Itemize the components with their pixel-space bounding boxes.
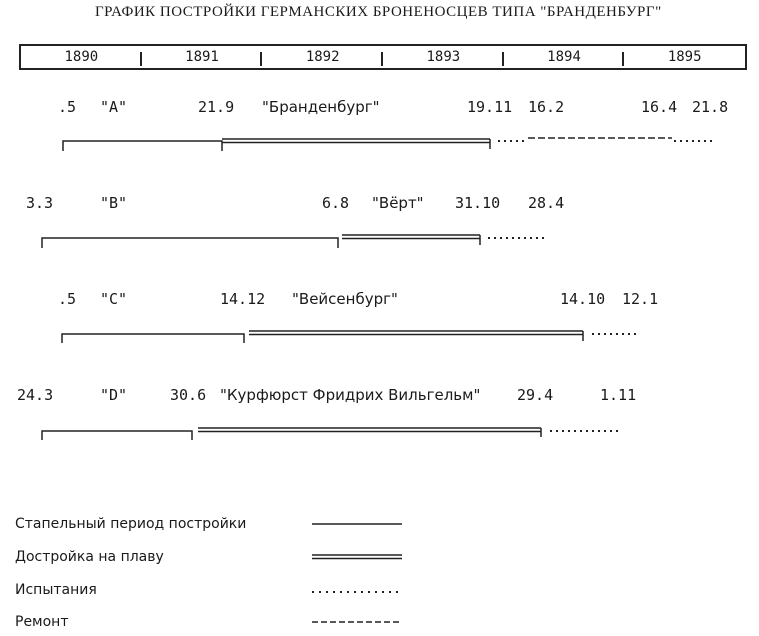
- ship-c-name: "Вейсенбург": [292, 290, 398, 308]
- legend-label-repair: Ремонт: [15, 614, 69, 630]
- ship-a-repair-start-date: 16.4: [641, 98, 678, 116]
- legend-label-slipway: Стапельный период постройки: [15, 516, 247, 532]
- ship-a-slipway-bar: [63, 141, 222, 151]
- ship-a-launch-date: 21.9: [198, 98, 235, 116]
- ship-d-trials-end-date: 1.11: [600, 386, 637, 404]
- ship-b-completed-date: 31.10: [455, 194, 501, 212]
- ship-c-letter: "C": [100, 290, 128, 308]
- ship-c-trials-end-date: 12.1: [622, 290, 659, 308]
- ship-a-repair-end-date: 21.8: [692, 98, 729, 116]
- ship-d-completed-date: 29.4: [517, 386, 554, 404]
- ship-c-laid-date: .5: [58, 290, 77, 308]
- year-label: 1891: [142, 46, 263, 68]
- ship-c-launch-date: 14.12: [220, 290, 266, 308]
- ship-c-slipway-bar: [62, 334, 244, 343]
- legend-label-trials: Испытания: [15, 582, 97, 598]
- ship-b-slipway-bar: [42, 238, 338, 248]
- ship-a-laid-date: .5: [58, 98, 77, 116]
- year-label: 1895: [667, 49, 702, 65]
- chart-title: ГРАФИК ПОСТРОЙКИ ГЕРМАНСКИХ БРОНЕНОСЦЕВ ТИПА "БРАНДЕНБУРГ": [95, 4, 662, 20]
- year-label: 1894: [504, 46, 625, 68]
- legend-label-fitting-out: Достройка на плаву: [15, 549, 164, 565]
- ship-d-letter: "D": [100, 386, 128, 404]
- ship-a-trials-end-date: 16.2: [528, 98, 565, 116]
- year-label: 1893: [383, 46, 504, 68]
- ship-b-trials-end-date: 28.4: [528, 194, 565, 212]
- ship-a-completed-date: 19.11: [467, 98, 513, 116]
- ship-d-name: "Курфюрст Фридрих Вильгельм": [220, 386, 481, 404]
- ship-b-laid-date: 3.3: [26, 194, 54, 212]
- ship-a-letter: "A": [100, 98, 128, 116]
- ship-c-completed-date: 14.10: [560, 290, 606, 308]
- ship-d-launch-date: 30.6: [170, 386, 207, 404]
- year-label: 1890: [21, 46, 142, 68]
- ship-b-name: "Вёрт": [372, 194, 424, 212]
- ship-d-slipway-bar: [42, 431, 192, 440]
- ship-d-laid-date: 24.3: [17, 386, 54, 404]
- ship-a-name: "Бранденбург": [262, 98, 380, 116]
- ship-b-launch-date: 6.8: [322, 194, 350, 212]
- year-label: 1892: [262, 46, 383, 68]
- ship-b-letter: "B": [100, 194, 128, 212]
